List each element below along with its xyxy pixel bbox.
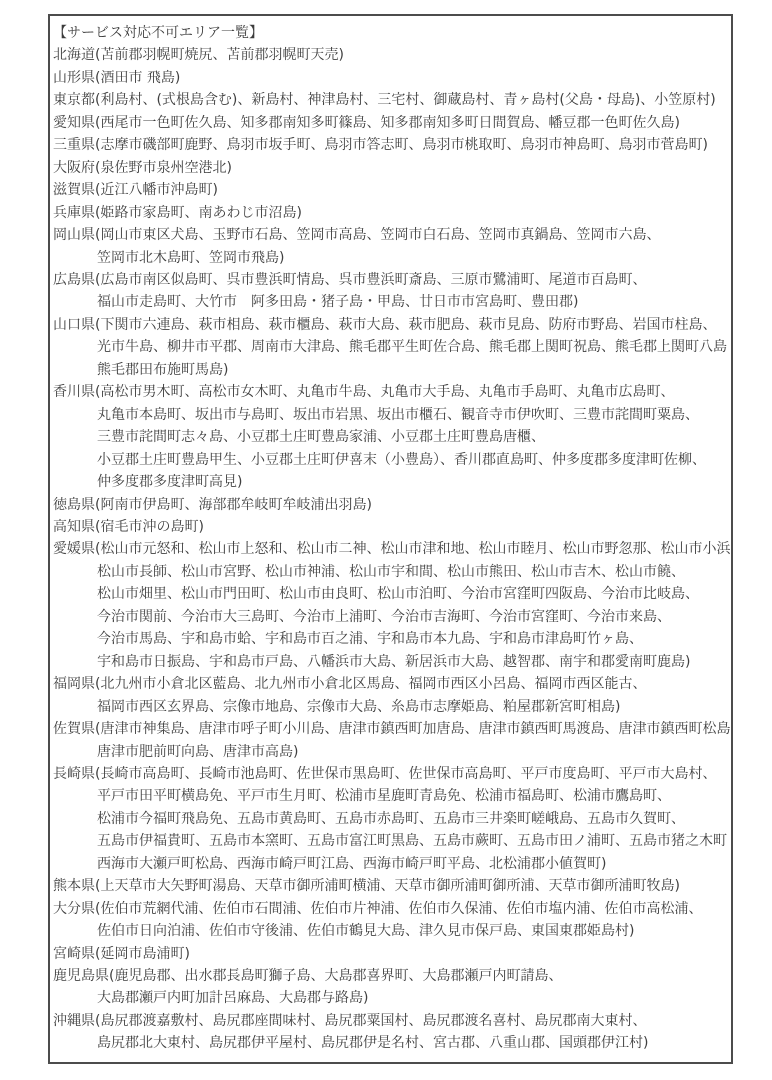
area-line-香川県: 小豆郡土庄町豊島甲生、小豆郡土庄町伊喜末（小豊島）、香川郡直島町、仲多度郡多度津町佐柳、 bbox=[97, 451, 706, 468]
area-line-広島県: 広島県(広島市南区似島町、呉市豊浜町情島、呉市豊浜町斎島、三原市鷺浦町、尾道市百島町、 bbox=[53, 271, 647, 288]
area-line-高知県: 高知県(宿毛市沖の島町) bbox=[53, 518, 204, 535]
area-line-長崎県: 松浦市今福町飛島免、五島市黄島町、五島市赤島町、五島市三井楽町嵯峨島、五島市久賀町、 bbox=[97, 810, 685, 827]
area-line-岡山県: 岡山県(岡山市東区犬島、玉野市石島、笠岡市高島、笠岡市白石島、笠岡市真鍋島、笠岡市六島、 bbox=[53, 227, 661, 244]
area-line-兵庫県: 兵庫県(姫路市家島町、南あわじ市沼島) bbox=[53, 204, 302, 221]
area-line-徳島県: 徳島県(阿南市伊島町、海部郡牟岐町牟岐浦出羽島) bbox=[53, 496, 372, 513]
area-line-熊本県: 熊本県(上天草市大矢野町湯島、天草市御所浦町横浦、天草市御所浦町御所浦、天草市御所浦町牧島) bbox=[53, 878, 680, 895]
area-line-香川県: 丸亀市本島町、坂出市与島町、坂出市岩黒、坂出市櫃石、観音寺市伊吹町、三豊市詫間町粟島、 bbox=[97, 406, 699, 423]
area-line-香川県: 三豊市詫間町志々島、小豆郡土庄町豊島家浦、小豆郡土庄町豊島唐櫃、 bbox=[97, 429, 545, 446]
area-line-大分県: 佐伯市日向泊浦、佐伯市守後浦、佐伯市鶴見大島、津久見市保戸島、東国東郡姫島村) bbox=[97, 923, 635, 940]
area-line-東京都: 東京都(利島村、(式根島含む)、新島村、神津島村、三宅村、御蔵島村、青ヶ島村(父島・母島)、小笠原村) bbox=[53, 92, 716, 109]
area-line-香川県: 香川県(高松市男木町、高松市女木町、丸亀市牛島、丸亀市大手島、丸亀市手島町、丸亀市広島町、 bbox=[53, 384, 675, 401]
area-line-宮崎県: 宮崎県(延岡市島浦町) bbox=[53, 945, 190, 962]
area-line-愛媛県: 松山市長師、松山市宮野、松山市神浦、松山市宇和間、松山市熊田、松山市吉木、松山市饒、 bbox=[97, 563, 685, 580]
area-line-福岡県: 福岡県(北九州市小倉北区藍島、北九州市小倉北区馬島、福岡市西区小呂島、福岡市西区能古、 bbox=[53, 676, 647, 693]
area-line-山口県: 光市牛島、柳井市平郡、周南市大津島、熊毛郡平生町佐合島、熊毛郡上関町祝島、熊毛郡上関町八島 bbox=[97, 339, 727, 356]
area-line-沖縄県: 島尻郡北大東村、島尻郡伊平屋村、島尻郡伊是名村、宮古郡、八重山郡、国頭郡伊江村) bbox=[97, 1035, 649, 1052]
area-line-愛媛県: 今治市関前、今治市大三島町、今治市上浦町、今治市吉海町、今治市宮窪町、今治市来島、 bbox=[97, 608, 671, 625]
document-title: 【サービス対応不可エリア一覧】 bbox=[53, 25, 263, 41]
area-line-佐賀県: 佐賀県(唐津市神集島、唐津市呼子町小川島、唐津市鎮西町加唐島、唐津市鎮西町馬渡島、唐津市鎮西町松島 bbox=[53, 721, 731, 738]
area-line-山形県: 山形県(酒田市 飛島) bbox=[53, 69, 181, 86]
area-line-大阪府: 大阪府(泉佐野市泉州空港北) bbox=[53, 159, 232, 176]
area-line-岡山県: 笠岡市北木島町、笠岡市飛島) bbox=[97, 249, 285, 266]
area-line-佐賀県: 唐津市肥前町向島、唐津市高島) bbox=[97, 743, 299, 760]
area-line-滋賀県: 滋賀県(近江八幡市沖島町) bbox=[53, 182, 218, 199]
area-line-鹿児島県: 鹿児島県(鹿児島郡、出水郡長島町獅子島、大島郡喜界町、大島郡瀬戸内町請島、 bbox=[53, 968, 563, 985]
area-line-大分県: 大分県(佐伯市荒網代浦、佐伯市石間浦、佐伯市片神浦、佐伯市久保浦、佐伯市塩内浦、佐伯市高松浦、 bbox=[53, 900, 703, 917]
area-line-福岡県: 福岡市西区玄界島、宗像市地島、宗像市大島、糸島市志摩姫島、粕屋郡新宮町相島) bbox=[97, 698, 621, 715]
area-line-鹿児島県: 大島郡瀬戸内町加計呂麻島、大島郡与路島) bbox=[97, 990, 369, 1007]
area-line-山口県: 山口県(下関市六連島、萩市相島、萩市櫃島、萩市大島、萩市肥島、萩市見島、防府市野島、岩国市柱島、 bbox=[53, 316, 717, 333]
area-line-広島県: 福山市走島町、大竹市 阿多田島・猪子島・甲島、廿日市市宮島町、豊田郡) bbox=[97, 294, 579, 311]
area-line-香川県: 仲多度郡多度津町高見) bbox=[97, 474, 243, 491]
area-line-愛媛県: 愛媛県(松山市元怒和、松山市上怒和、松山市二神、松山市津和地、松山市睦月、松山市野忽那、松山市小浜 bbox=[53, 541, 731, 558]
area-line-愛媛県: 宇和島市日振島、宇和島市戸島、八幡浜市大島、新居浜市大島、越智郡、南宇和郡愛南町鹿島) bbox=[97, 653, 691, 670]
area-line-愛知県: 愛知県(西尾市一色町佐久島、知多郡南知多町篠島、知多郡南知多町日間賀島、幡豆郡一色町佐久島) bbox=[53, 114, 680, 131]
area-line-山口県: 熊毛郡田布施町馬島) bbox=[97, 361, 229, 378]
area-list bbox=[53, 44, 729, 1054]
area-line-愛媛県: 今治市馬島、宇和島市蛤、宇和島市百之浦、宇和島市本九島、宇和島市津島町竹ヶ島、 bbox=[97, 631, 643, 648]
area-line-長崎県: 西海市大瀬戸町松島、西海市崎戸町江島、西海市崎戸町平島、北松浦郡小値賀町) bbox=[97, 855, 607, 872]
area-line-沖縄県: 沖縄県(島尻郡渡嘉敷村、島尻郡座間味村、島尻郡粟国村、島尻郡渡名喜村、島尻郡南大東村、 bbox=[53, 1012, 647, 1029]
area-line-長崎県: 五島市伊福貴町、五島市本窯町、五島市富江町黒島、五島市蕨町、五島市田ノ浦町、五島市猪之木町 bbox=[97, 833, 727, 850]
area-line-長崎県: 平戸市田平町横島免、平戸市生月町、松浦市星鹿町青島免、松浦市福島町、松浦市鷹島町、 bbox=[97, 788, 671, 805]
area-line-北海道: 北海道(苫前郡羽幌町焼尻、苫前郡羽幌町天売) bbox=[53, 47, 344, 64]
area-line-愛媛県: 松山市畑里、松山市門田町、松山市由良町、松山市泊町、今治市宮窪町四阪島、今治市比岐島、 bbox=[97, 586, 699, 603]
area-line-長崎県: 長崎県(長崎市高島町、長崎市池島町、佐世保市黒島町、佐世保市高島町、平戸市度島町、平戸市大島村、 bbox=[53, 765, 717, 782]
service-unavailable-area-box bbox=[48, 14, 733, 1064]
area-line-三重県: 三重県(志摩市磯部町鹿野、鳥羽市坂手町、鳥羽市答志町、鳥羽市桃取町、鳥羽市神島町、鳥羽市菅島町) bbox=[53, 137, 708, 154]
